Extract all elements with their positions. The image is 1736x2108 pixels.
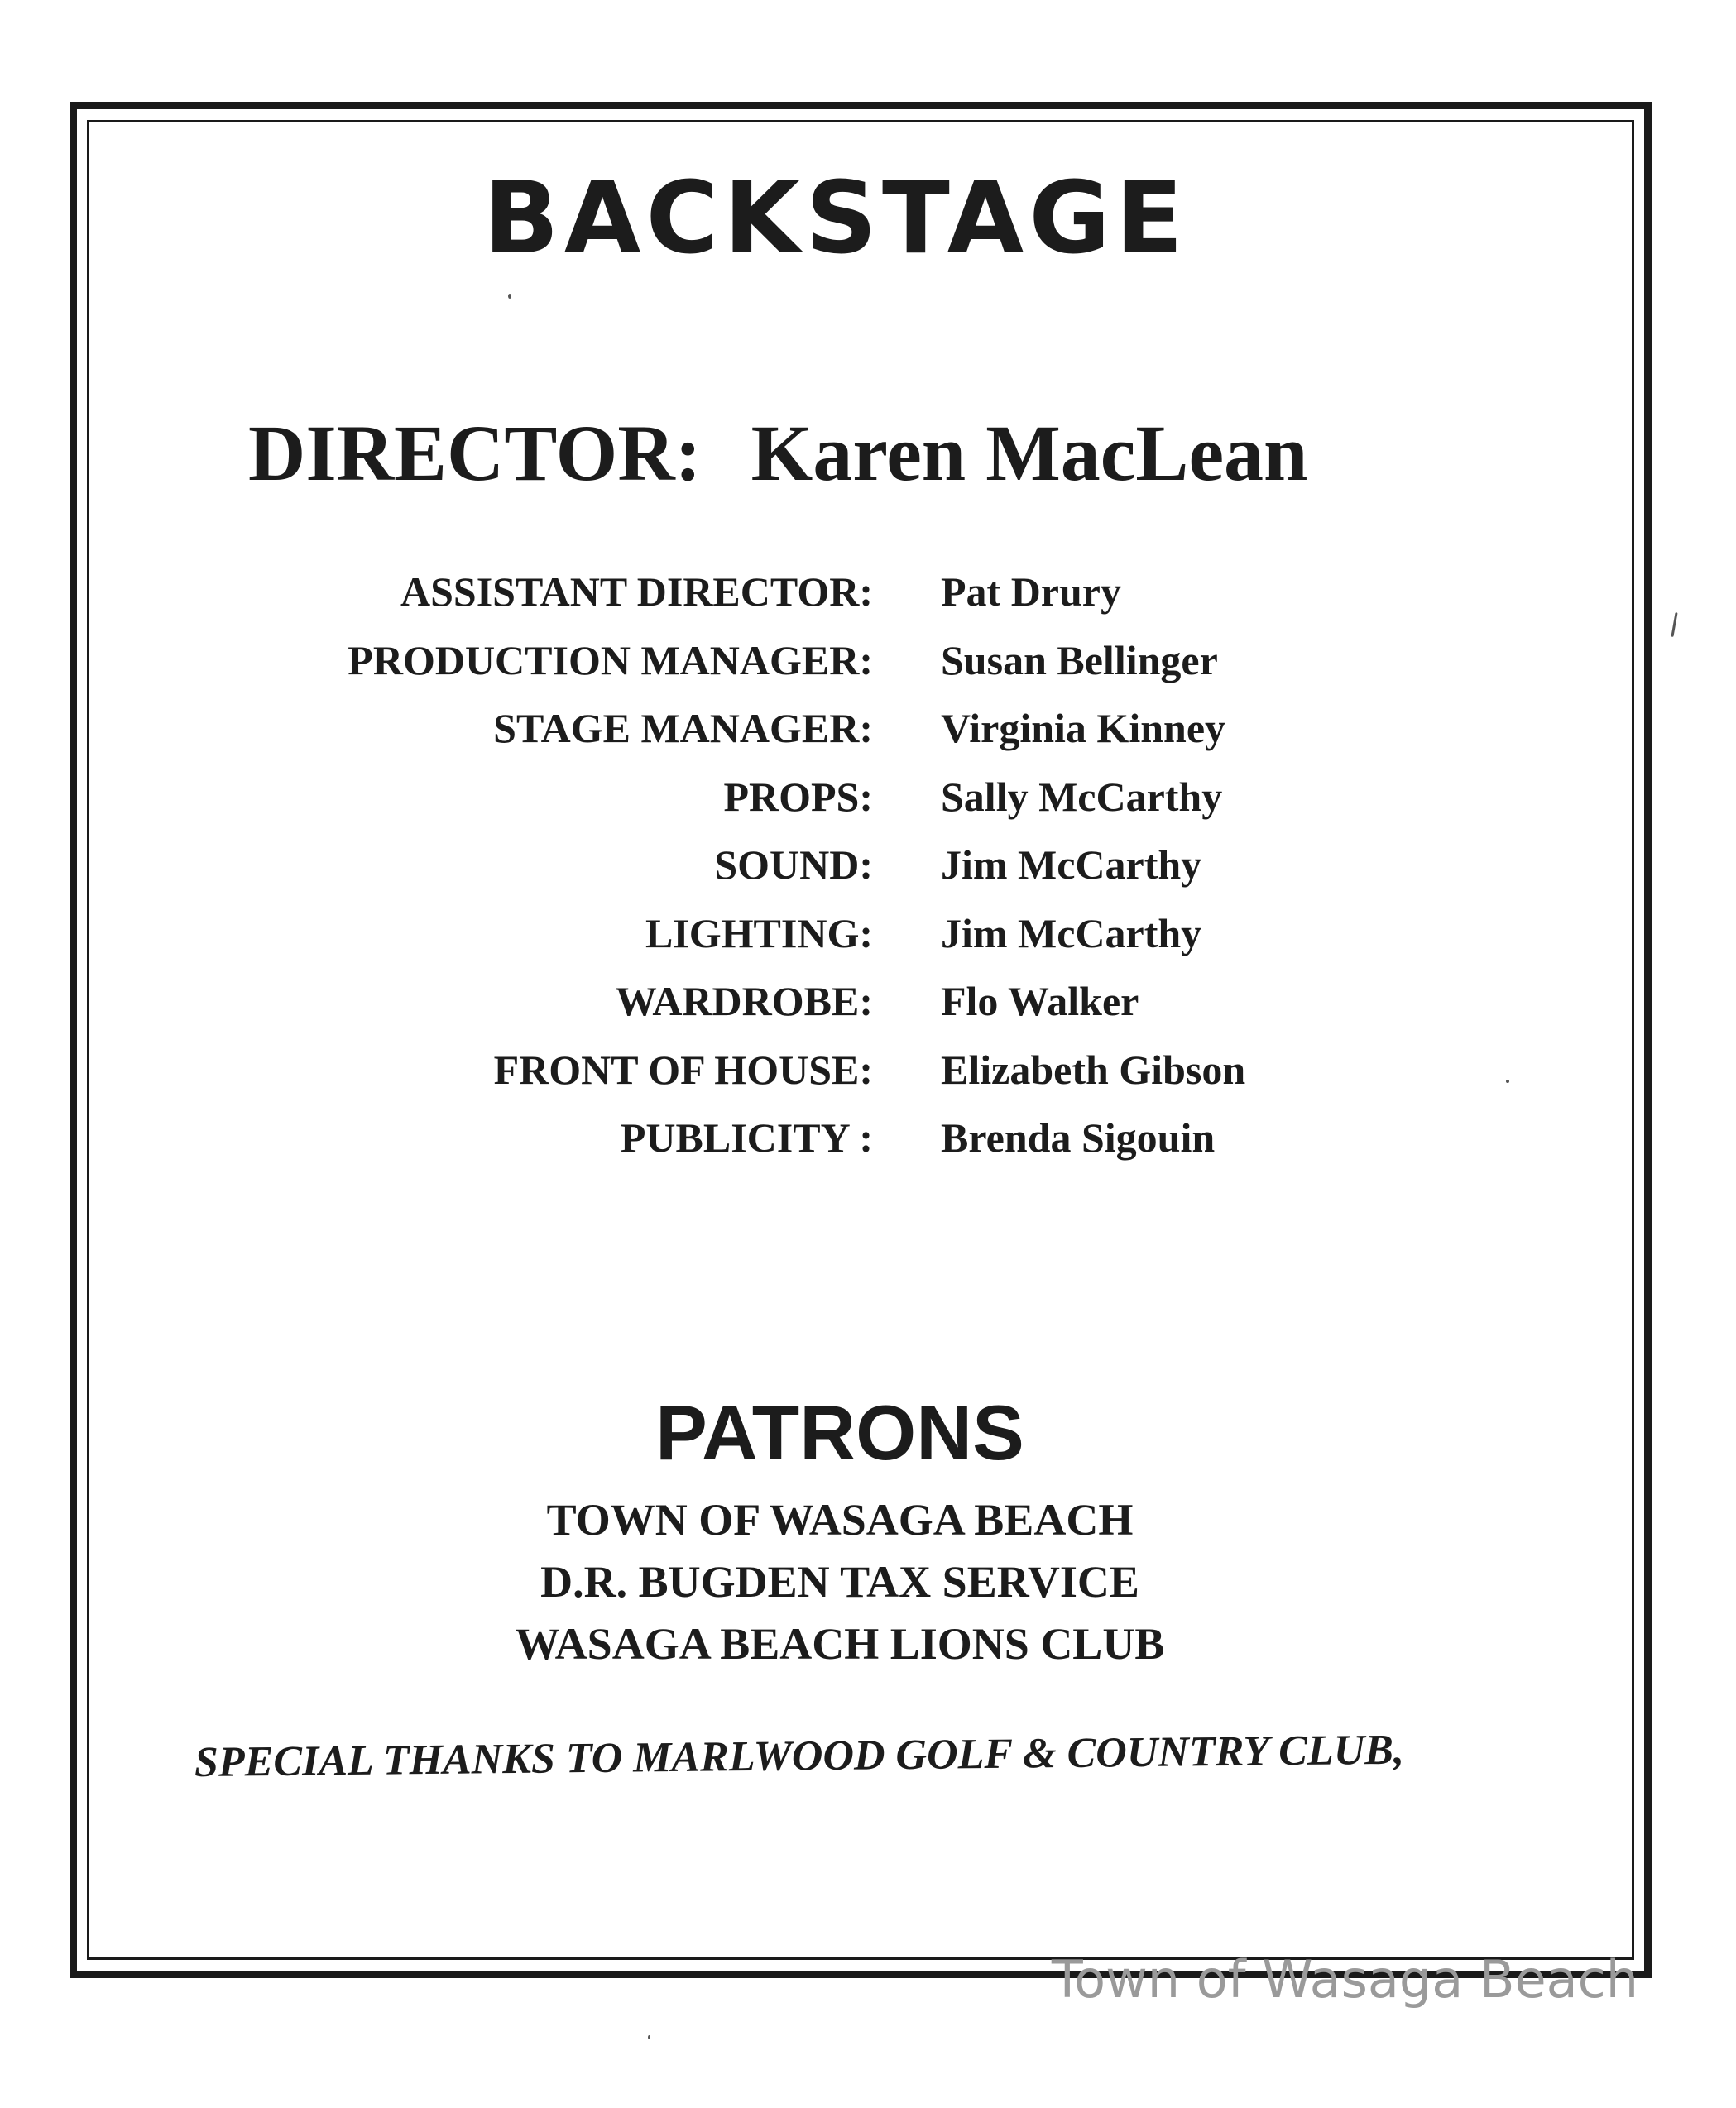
crew-role: PROPS: <box>723 773 873 820</box>
crew-role: ASSISTANT DIRECTOR: <box>400 568 873 615</box>
crew-row <box>0 773 1736 845</box>
scan-speck <box>648 2035 650 2039</box>
crew-name: Flo Walker <box>941 978 1139 1024</box>
crew-row <box>0 1114 1736 1186</box>
scan-speck <box>508 294 511 299</box>
crew-row <box>0 707 1736 776</box>
director-name: Karen MacLean <box>751 409 1308 497</box>
director-label: DIRECTOR: <box>248 409 702 497</box>
crew-row <box>0 1046 1736 1118</box>
crew-name: Susan Bellinger <box>941 636 1218 683</box>
patron-item: WASAGA BEACH LIONS CLUB <box>515 1619 1165 1669</box>
crew-role: WARDROBE: <box>615 978 873 1024</box>
crew-role: LIGHTING: <box>645 909 873 956</box>
backstage-heading: BACKSTAGE <box>483 161 1188 276</box>
crew-role: SOUND: <box>714 841 873 888</box>
crew-name: Jim McCarthy <box>941 909 1202 956</box>
crew-role: PRODUCTION MANAGER: <box>348 636 873 683</box>
director-line <box>248 409 1308 497</box>
scan-speck <box>1506 1080 1509 1083</box>
crew-name: Brenda Sigouin <box>941 1114 1216 1161</box>
crew-row <box>0 909 1736 981</box>
crew-row <box>0 636 1736 708</box>
crew-role: STAGE MANAGER: <box>493 705 873 751</box>
crew-row <box>0 980 1736 1049</box>
crew-list <box>0 568 1736 1186</box>
crew-row <box>0 841 1736 913</box>
patrons-heading: PATRONS <box>655 1389 1024 1476</box>
special-thanks: SPECIAL THANKS TO MARLWOOD GOLF & COUNTRY CLUB, <box>194 1726 1405 1786</box>
patron-item: D.R. BUGDEN TAX SERVICE <box>540 1557 1139 1607</box>
crew-name: Jim McCarthy <box>941 841 1202 888</box>
crew-role: FRONT OF HOUSE: <box>493 1046 873 1093</box>
watermark: Town of Wasaga Beach <box>1051 1949 1638 2010</box>
crew-name: Virginia Kinney <box>941 705 1226 751</box>
crew-name: Sally McCarthy <box>941 773 1223 820</box>
crew-role: PUBLICITY : <box>620 1114 873 1161</box>
patron-item: TOWN OF WASAGA BEACH <box>546 1495 1134 1545</box>
crew-name: Elizabeth Gibson <box>941 1046 1246 1093</box>
crew-row <box>0 568 1736 640</box>
patrons-list <box>0 1489 1680 1675</box>
crew-name: Pat Drury <box>941 568 1121 615</box>
